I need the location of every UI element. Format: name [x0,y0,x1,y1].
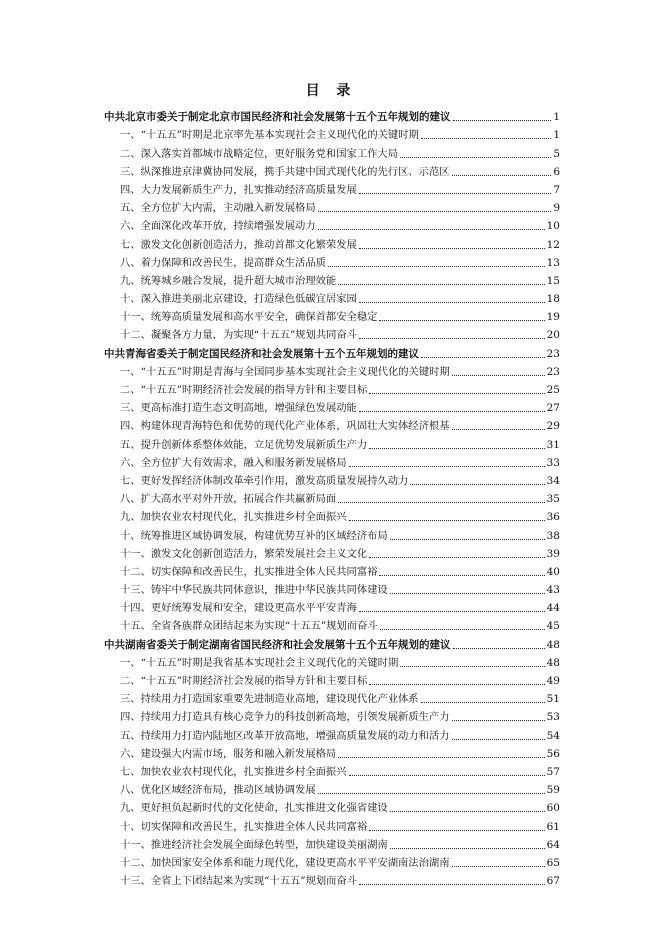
page-number: 61 [546,820,560,833]
toc-entry[interactable] [104,126,560,144]
leader-dots [379,320,544,321]
entry-title: 六、建设强大内需市场，服务和融入新发展格局 [120,747,337,760]
entry-title: 五、提升创新体系整体效能，立足优势发展新质生产力 [120,438,368,451]
page-number: 48 [546,656,560,669]
leader-dots [359,611,545,612]
leader-dots [452,739,545,740]
leader-dots [318,211,552,212]
toc-entry[interactable] [104,490,560,508]
entry-title: 八、着力保障和改善民生，提高群众生活品质 [120,256,326,269]
leader-dots [369,830,545,831]
entry-title: 五、持续用力打造内陆地区改革开放高地，增强高质量发展的动力和活力 [120,729,450,742]
leader-dots [369,684,544,685]
page-number: 38 [546,529,560,542]
entry-title: 二、“十五五”时期经济社会发展的指导方针和主要目标 [120,384,368,396]
leader-dots [410,484,544,485]
entry-title: 十三、全省上下团结起来为实现“十五五”规划而奋斗 [120,875,358,888]
toc-entry[interactable] [104,363,560,381]
toc-entry[interactable] [104,454,560,472]
leader-dots [359,248,545,249]
entry-title: 十、深入推进美丽北京建设，打造绿色低碳宜居家园 [120,293,357,306]
entry-title: 五、全方位扩大内需，主动融入新发展格局 [120,202,316,215]
toc-entry[interactable] [104,381,560,399]
leader-dots [369,448,545,449]
page-number: 40 [546,565,560,578]
leader-dots [338,757,544,758]
leader-dots [349,520,545,521]
entry-title: 十、切实保障和改善民生，扎实推进全体人民共同富裕 [120,820,368,833]
entry-title: 三、纵深推进京津冀协同发展，携手共建中国式现代化的先行区、示范区 [120,165,450,178]
entry-title: 四、大力发展新质生产力，扎实推动经济高质量发展 [120,183,357,196]
page-number: 65 [546,856,560,869]
page-number: 54 [546,729,560,742]
leader-dots [452,866,545,867]
page-number: 9 [553,202,560,215]
entry-title: 十四、更好统筹发展和安全，建设更高水平平安青海 [120,602,357,615]
entry-title: 十五、全省各族群众团结起来为实现“十五五”规划而奋斗 [120,620,378,633]
entry-title: 九、更好担负起新时代的文化使命，扎实推进文化强省建设 [120,802,388,815]
page-number: 1 [553,129,560,142]
toc-entry[interactable] [104,399,560,417]
entry-title: 十、统筹推进区域协调发展，构建优势互补的区域经济布局 [120,529,388,542]
entry-title: 六、全方位扩大有效需求，融入和服务新发展格局 [120,456,347,469]
leader-dots [452,429,545,430]
toc-entry[interactable] [104,254,560,272]
leader-dots [452,175,552,176]
page-number: 20 [546,329,560,342]
toc-entry[interactable] [104,545,560,563]
entry-title: 四、持续用力打造具有核心竞争力的科技创新高地，引领发展新质生产力 [120,711,450,724]
leader-dots [338,502,544,503]
leader-dots [453,120,552,121]
page-number: 31 [546,438,560,451]
toc-entry[interactable] [104,872,560,890]
page-number: 7 [553,183,560,196]
toc-entry[interactable] [104,272,560,290]
entry-title: 六、全面深化改革开放，持续增强发展动力 [120,220,316,233]
toc-entry[interactable] [104,745,560,763]
toc-entry[interactable] [104,326,560,344]
page-number: 15 [546,274,560,287]
page-number: 29 [546,420,560,433]
entry-title: 一、“十五五”时期是北京率先基本实现社会主义现代化的关键时期 [120,129,419,142]
toc-entry[interactable] [104,563,560,581]
toc-entry[interactable] [104,472,560,490]
entry-title: 七、激发文化创新创造活力，推动首都文化繁荣发展 [120,238,357,251]
toc-entry[interactable] [104,799,560,817]
page-number: 35 [546,493,560,506]
leader-dots [452,375,545,376]
page-number: 10 [546,220,560,233]
entry-title: 三、持续用力打造国家重要先进制造业高地，建设现代化产业体系 [120,693,419,706]
entry-title: 九、统筹城乡融合发展，提升超大城市治理效能 [120,274,337,287]
page-number: 51 [546,693,560,706]
entry-title: 十一、统筹高质量发展和高水平安全，确保首都安全稳定 [120,311,378,324]
leader-dots [400,666,544,667]
toc-section-heading[interactable] [104,344,560,362]
toc-entry[interactable] [104,308,560,326]
entry-title: 七、加快农业农村现代化，扎实推进乡村全面振兴 [120,765,347,778]
toc-entry[interactable] [104,599,560,617]
leader-dots [359,193,551,194]
section-title: 中共北京市委关于制定北京市国民经济和社会发展第十五个五年规划的建议 [104,111,451,124]
page-number: 5 [553,147,560,160]
page-number: 23 [546,365,560,378]
page-number: 49 [546,675,560,687]
toc-entry[interactable] [104,854,560,872]
entry-title: 十二、加快国家安全体系和能力现代化，建设更高水平平安湖南法治湖南 [120,856,450,869]
page-number: 33 [546,456,560,469]
leader-dots [390,593,545,594]
page-number: 36 [546,511,560,524]
leader-dots [421,702,545,703]
toc-entry[interactable] [104,654,560,672]
page-number: 6 [553,165,560,178]
leader-dots [390,811,545,812]
leader-dots [452,720,545,721]
page-number: 39 [546,547,560,560]
leader-dots [359,411,545,412]
leader-dots [421,357,545,358]
leader-dots [318,793,545,794]
toc-entry[interactable] [104,672,560,690]
toc-entry[interactable] [104,836,560,854]
page-number: 18 [546,293,560,306]
page-number: 19 [546,311,560,324]
toc-entry[interactable] [104,690,560,708]
toc-entry[interactable] [104,417,560,435]
page-number: 57 [546,765,560,778]
toc-entry[interactable] [104,581,560,599]
entry-title: 一、“十五五”时期是青海与全国同步基本实现社会主义现代化的关键时期 [120,365,450,378]
toc-entry[interactable] [104,708,560,726]
toc-entry[interactable] [104,763,560,781]
leader-dots [359,884,545,885]
page-number: 48 [546,638,560,651]
toc-entry[interactable] [104,526,560,544]
toc-entry[interactable] [104,726,560,744]
leader-dots [379,575,544,576]
page-number: 53 [546,711,560,724]
page-number: 67 [546,875,560,888]
leader-dots [390,848,545,849]
page-number: 64 [546,838,560,851]
entry-title: 十一、推进经济社会发展全面绿色转型，加快建设美丽湖南 [120,838,388,851]
leader-dots [359,338,545,339]
entry-title: 十三、铸牢中华民族共同体意识，推进中华民族共同体建设 [120,584,388,597]
page-number: 1 [553,111,560,124]
leader-dots [328,266,545,267]
leader-dots [349,466,545,467]
leader-dots [349,775,545,776]
toc-entry[interactable] [104,181,560,199]
entry-title: 八、扩大高水平对外开放，拓展合作共赢新局面 [120,493,337,506]
toc-entry[interactable] [104,235,560,253]
leader-dots [453,648,545,649]
toc-entry[interactable] [104,199,560,217]
toc-section-heading[interactable] [104,635,560,653]
leader-dots [359,302,545,303]
section-title: 中共青海省委关于制定国民经济和社会发展第十五个五年规划的建议 [104,347,419,360]
page-number: 56 [546,747,560,760]
toc-entry[interactable] [104,817,560,835]
toc-entry[interactable] [104,617,560,635]
entry-title: 一、“十五五”时期是我省基本实现社会主义现代化的关键时期 [120,656,399,669]
entry-title: 七、更好发挥经济体制改革牵引作用，激发高质量发展持久动力 [120,474,409,487]
entry-title: 八、优化区域经济布局，推动区域协调发展 [120,784,316,797]
toc-entry[interactable] [104,435,560,453]
page-number: 43 [546,584,560,597]
entry-title: 九、加快农业农村现代化，扎实推进乡村全面振兴 [120,511,347,524]
leader-dots [369,557,545,558]
toc-title: 目 录 [305,83,357,99]
entry-title: 十二、凝聚各方力量，为实现“十五五”规划共同奋斗 [120,329,358,342]
leader-dots [369,393,544,394]
toc-entry[interactable] [104,290,560,308]
entry-title: 十一、激发文化创新创造活力，繁荣发展社会主义文化 [120,547,368,560]
page-number: 60 [546,802,560,815]
page-number: 13 [546,256,560,269]
page-number: 59 [546,784,560,797]
toc-entry[interactable] [104,508,560,526]
leader-dots [400,157,551,158]
leader-dots [421,138,551,139]
page-number: 44 [546,602,560,615]
leader-dots [318,229,545,230]
toc-section-heading[interactable] [104,108,560,126]
leader-dots [380,629,545,630]
page-number: 23 [546,347,560,360]
page-number: 12 [546,238,560,251]
leader-dots [338,284,544,285]
entry-title: 二、“十五五”时期经济社会发展的指导方针和主要目标 [120,675,368,687]
toc-entry[interactable] [104,217,560,235]
page-number: 45 [546,620,560,633]
entry-title: 二、深入落实首都城市战略定位，更好服务党和国家工作大局 [120,147,399,160]
entry-title: 十二、切实保障和改善民生，扎实推进全体人民共同富裕 [120,565,378,578]
page-number: 34 [546,474,560,487]
entry-title: 四、构建体现青海特色和优势的现代化产业体系，巩固壮大实体经济根基 [120,420,450,433]
entry-title: 三、更高标准打造生态文明高地，增强绿色发展动能 [120,402,357,415]
section-title: 中共湖南省委关于制定湖南省国民经济和社会发展第十五个五年规划的建议 [104,638,451,651]
page-number: 25 [546,384,560,396]
toc-entry[interactable] [104,163,560,181]
page-number: 27 [546,402,560,415]
leader-dots [390,539,545,540]
toc-entry[interactable] [104,781,560,799]
toc-entry[interactable] [104,144,560,162]
table-of-contents [104,108,560,890]
